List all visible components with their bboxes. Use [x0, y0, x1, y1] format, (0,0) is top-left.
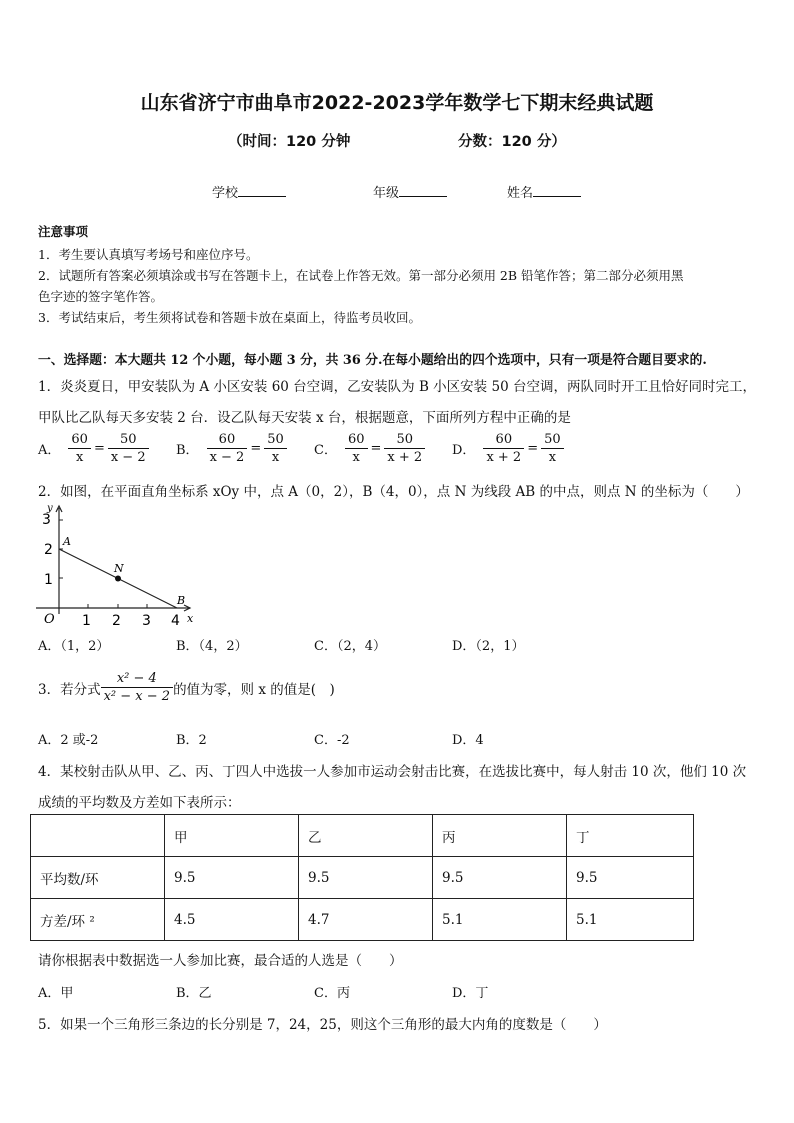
q4-option-d[interactable]: D．丁	[452, 986, 489, 1001]
q3-option-b[interactable]: B．2	[176, 733, 207, 748]
y-axis-label: y	[47, 503, 53, 514]
y-tick-label: 1	[44, 572, 53, 588]
fraction: $\frac{60}{x}$	[68, 431, 91, 466]
q1-option-c[interactable]: C． $\frac{60}{x}$ = $\frac{50}{x + 2}$	[314, 431, 425, 466]
table-cell: 乙	[299, 815, 433, 857]
section-header: 一、选择题：本大题共 12 个小题，每小题 3 分，共 36 分.在每小题给出的四个选项中，只有一项是符合题目要求的.	[38, 353, 707, 368]
note-item: 1．考生要认真填写考场号和座位序号。	[38, 247, 259, 262]
q4-line1: 4．某校射击队从甲、乙、丙、丁四人中选拔一人参加市运动会射击比赛，在选拔比赛中，每人射击 10 次，他们 10 次	[38, 764, 747, 780]
school-blank	[238, 184, 286, 197]
table-cell: 9.5	[567, 857, 694, 899]
x-axis-label: x	[187, 612, 194, 625]
table-cell: 5.1	[567, 899, 694, 941]
q3-stem	[38, 670, 335, 705]
q1-line1: 1．炎炎夏日，甲安装队为 A 小区安装 60 台空调，乙安装队为 B 小区安装 50 台空调，两队同时开工且恰好同时完工，	[38, 379, 756, 395]
table-header-row	[31, 815, 694, 857]
q4-after: 请你根据表中数据选一人参加比赛，最合适的人选是（ ）	[38, 953, 403, 969]
q3-option-d[interactable]: D．4	[452, 733, 484, 748]
fraction: $\frac{60}{x}$	[345, 431, 368, 466]
q1-option-b[interactable]: B． $\frac{60}{x - 2}$ = $\frac{50}{x}$	[176, 431, 287, 466]
fraction: $\frac{50}{x}$	[541, 431, 564, 466]
x-tick-label: 4	[171, 613, 180, 626]
score-table	[30, 814, 694, 941]
q2-option-d[interactable]: D．（2，1）	[452, 639, 525, 654]
name-field	[507, 182, 581, 201]
fraction: $\frac{60}{x + 2}$	[483, 431, 524, 466]
q3-option-c[interactable]: C．-2	[314, 733, 350, 748]
point-b-label: B	[177, 594, 186, 607]
notes-heading: 注意事项	[38, 224, 89, 239]
note-item: 色字迹的签字笔作答。	[38, 289, 164, 304]
x-tick-label: 1	[82, 613, 91, 626]
y-tick-label: 2	[44, 542, 53, 558]
page-title: 山东省济宁市曲阜市2022-2023学年数学七下期末经典试题	[140, 92, 654, 114]
table-cell: 甲	[165, 815, 299, 857]
y-tick-label: 3	[42, 512, 51, 528]
score-label: 分数：120 分）	[458, 134, 566, 150]
q1-option-a[interactable]: A． $\frac{60}{x}$ = $\frac{50}{x - 2}$	[38, 431, 149, 466]
grade-label: 年级	[373, 186, 400, 201]
name-blank	[533, 184, 581, 197]
x-tick-label: 2	[112, 613, 121, 626]
table-cell: 丙	[433, 815, 567, 857]
grade-field	[373, 182, 447, 201]
x-tick-label: 3	[142, 613, 151, 626]
q4-option-a[interactable]: A．甲	[38, 986, 74, 1001]
q3-fraction: $\frac{\text{x² − 4}}{\text{x² − x − 2}}$	[101, 670, 173, 705]
q3-suffix: 的值为零，则 x 的值是( )	[173, 681, 335, 698]
q4-option-b[interactable]: B．乙	[176, 986, 212, 1001]
table-cell: 4.5	[165, 899, 299, 941]
table-row	[31, 899, 694, 941]
q5-text: 5．如果一个三角形三条边的长分别是 7，24，25，则这个三角形的最大内角的度数是（ ）	[38, 1017, 607, 1033]
table-cell: 丁	[567, 815, 694, 857]
table-cell: 平均数/环	[31, 857, 165, 899]
note-item: 3．考试结束后，考生须将试卷和答题卡放在桌面上，待监考员收回。	[38, 310, 421, 325]
table-cell	[31, 815, 165, 857]
table-cell: 9.5	[299, 857, 433, 899]
point-a-label: A	[63, 535, 71, 548]
table-cell: 方差/环 ²	[31, 899, 165, 941]
q1-line2: 甲队比乙队每天多安装 2 台．设乙队每天安装 x 台，根据题意，下面所列方程中正确的是	[38, 410, 571, 426]
note-item: 2．试题所有答案必须填涂或书写在答题卡上，在试卷上作答无效。第一部分必须用 2B 铅笔作答；第二部分必须用黑	[38, 268, 684, 283]
school-field	[212, 182, 286, 201]
grade-blank	[399, 184, 447, 197]
q2-option-a[interactable]: A．（1，2）	[38, 639, 110, 654]
coordinate-graph	[30, 502, 200, 626]
q2-option-b[interactable]: B．（4，2）	[176, 639, 248, 654]
q1-option-d[interactable]: D． $\frac{60}{x + 2}$ = $\frac{50}{x}$	[452, 431, 564, 466]
time-label: （时间：120 分钟	[228, 134, 351, 150]
school-label: 学校	[212, 186, 239, 201]
point-n-label: N	[114, 562, 124, 575]
q4-option-c[interactable]: C．丙	[314, 986, 350, 1001]
q4-line2: 成绩的平均数及方差如下表所示：	[38, 795, 241, 811]
q3-prefix: 3．若分式	[38, 681, 101, 698]
fraction: $\frac{50}{x + 2}$	[384, 431, 425, 466]
origin-label: O	[44, 612, 55, 626]
table-row	[31, 857, 694, 899]
table-cell: 4.7	[299, 899, 433, 941]
point-n-dot	[115, 576, 121, 582]
fraction: $\frac{50}{x - 2}$	[108, 431, 149, 466]
fraction: $\frac{50}{x}$	[264, 431, 287, 466]
table-cell: 9.5	[165, 857, 299, 899]
q2-option-c[interactable]: C．（2，4）	[314, 639, 386, 654]
table-cell: 5.1	[433, 899, 567, 941]
q3-option-a[interactable]: A．2 或-2	[38, 733, 99, 748]
name-label: 姓名	[507, 186, 534, 201]
table-cell: 9.5	[433, 857, 567, 899]
q2-text: 2．如图，在平面直角坐标系 xOy 中，点 A（0，2），B（4，0），点 N 为线段 AB 的中点，则点 N 的坐标为（ ）	[38, 484, 749, 500]
fraction: $\frac{60}{x - 2}$	[207, 431, 248, 466]
